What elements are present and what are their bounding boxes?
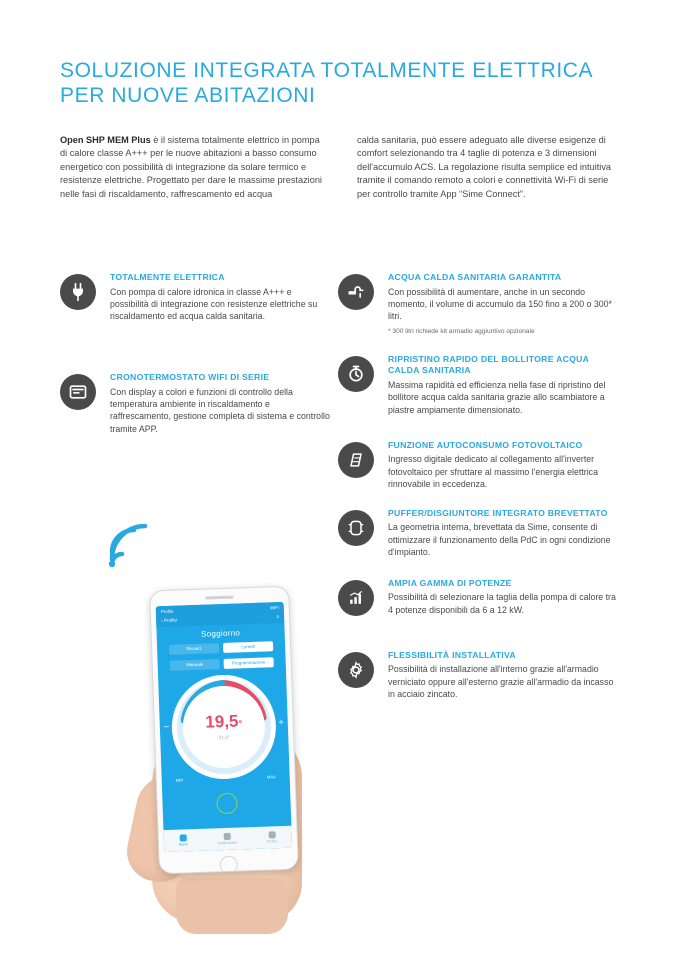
segment-manuale[interactable]: Manuale [170,659,220,671]
min-label: MIN [175,776,184,783]
phone-screen [156,601,293,851]
smartphone [149,586,299,875]
status-right: WiFi [269,604,279,610]
increase-temperature-button[interactable]: + [278,716,284,727]
tab-profile-label: Profilo [266,838,278,844]
feature-title: FLESSIBILITÀ INSTALLATIVA [388,649,516,660]
feature-list-right [338,272,620,718]
person-icon [268,831,275,838]
segment-programmazione[interactable]: Programmazione [224,657,274,669]
wifi-icon [102,524,156,568]
home-button[interactable] [219,855,238,874]
feature-list-left [60,272,330,449]
menu-icon[interactable]: ≡ [276,613,280,619]
feature-body: Massima rapidità ed efficienza nella fase di ripristino del bollitore acqua calda sanitaria grazie allo scambiatore a piastre ampiamente dimensionato. [388,379,606,415]
page-title-line-2: PER NUOVE ABITAZIONI [60,84,316,107]
phone-speaker [205,596,233,599]
tab-profile[interactable] [267,831,278,843]
plug-icon [60,274,96,310]
power-chart-icon [338,580,374,616]
feature-body: Possibilità di installazione all'interno grazie all'armadio verniciato oppure all'esterno grazie all'armadio da incasso in acciaio zincato. [388,664,614,700]
feature-body: Possibilità di selezionare la taglia della pompa di calore tra 4 potenze disponibili da 6 a 12 kW. [388,592,616,615]
feature-footnote: * 300 litri richiede kit armadio aggiuntivo opzionale [388,327,535,335]
feature-body: Con possibilità di aumentare, anche in un secondo momento, il volume di accumulo da 150 fino a 200 o 300* litri. [388,286,612,322]
feature-title: RIPRISTINO RAPIDO DEL BOLLITORE ACQUA CALDA SANITARIA [388,353,589,376]
faucet-icon [338,274,374,310]
phone-illustration [88,500,338,920]
thermostat-display-icon [60,374,96,410]
feature-body: Ingresso digitale dedicato al collegamento all'inverter fotovoltaico per sfruttare al massimo l'energia elettrica rinnovabile in eccedenza. [388,454,598,490]
buffer-tank-icon [338,510,374,546]
feature-body: Con pompa di calore idronica in classe A+++ e possibilità di integrazione con resistenze elettriche su riscaldamento ed acqua calda sanitaria. [110,286,318,322]
feature-title: PUFFER/DISGIUNTORE INTEGRATO BREVETTATO [388,507,608,518]
feature-flessibilita-installativa [338,650,620,704]
feature-gamma-potenze [338,578,620,632]
feature-cronotermostato [60,372,330,435]
setpoint-value: 21,0° [218,734,231,741]
feature-title: FUNZIONE AUTOCONSUMO FOTOVOLTAICO [388,439,583,450]
tab-notifications-label: Notificazioni [217,840,238,845]
intro-column-right: calda sanitaria, può essere adeguato alle diverse esigenze di comfort selezionando tra 4 taglie di potenza e 3 dimensioni dell'accumulo ACS. La regolazione risulta semplice ed intuitiva tramite il comando remoto a colori e connettività Wi-Fi di serie per controllo tramite App “Sime Connect”. [357,135,612,199]
bell-icon [224,832,231,839]
eco-mode-button[interactable] [216,792,238,814]
hand-holding-phone [114,578,334,918]
wrist [176,878,288,934]
room-name: Soggiorno [200,627,241,639]
feature-puffer-disgiuntore [338,508,620,562]
tab-home[interactable] [178,834,188,846]
intro-lead: Open SHP MEM Plus [60,135,151,145]
feature-title: CRONOTERMOSTATO WIFI DI SERIE [110,372,270,382]
tab-notifications[interactable] [218,832,238,845]
stopwatch-icon [338,356,374,392]
gear-icon [338,652,374,688]
feature-acqua-calda [338,272,620,336]
feature-totalmente-elettrica [60,272,330,326]
tab-home-label: Home [178,841,189,847]
feature-ripristino-bollitore [338,354,620,416]
bottom-tab-bar [163,825,292,851]
intro-text-left: è il sistema totalmente elettrico in pompa di calore classe A+++ per le nuove abitazioni a basso consumo energetico con possibilità di integrazione da solare termico e resistenze elettriche. Progettato per dare le massime prestazioni nelle fasi di riscaldamento, raffrescamento ed acqua [60,135,322,199]
home-icon [180,834,187,841]
feature-body: Con display a colori e funzioni di controllo della temperatura ambiente in riscaldamento e raffrescamento, gestione completa di sistema e controllo tramite APP. [110,386,330,434]
page-title-line-1: SOLUZIONE INTEGRATA TOTALMENTE ELETTRICA [60,59,594,82]
current-temperature: 19,5° [205,710,243,732]
page-title [60,58,620,108]
tab-riscaldamento[interactable]: Riscald. [169,643,219,655]
mode-segments [168,657,276,671]
feature-autoconsumo-fotovoltaico [338,440,620,494]
feature-title: TOTALMENTE ELETTRICA [110,272,225,282]
back-button[interactable]: ‹ Profilo [161,617,178,623]
intro-paragraphs [60,134,620,201]
feature-title: ACQUA CALDA SANITARIA GARANTITA [388,272,562,282]
solar-panel-icon [338,442,374,478]
status-left: Profilo [160,608,174,614]
feature-body: La geometria interna, brevettata da Sime, consente di ottimizzare il funzionamento della PdC in ogni condizione d'impianto. [388,522,611,558]
decrease-temperature-button[interactable]: – [163,720,169,731]
tab-lunedi[interactable]: Lunedì [223,641,273,653]
max-label: MAX [266,773,276,780]
feature-title: AMPIA GAMMA DI POTENZE [388,577,512,588]
temperature-dial[interactable] [163,673,284,783]
intro-column-left [60,134,323,201]
